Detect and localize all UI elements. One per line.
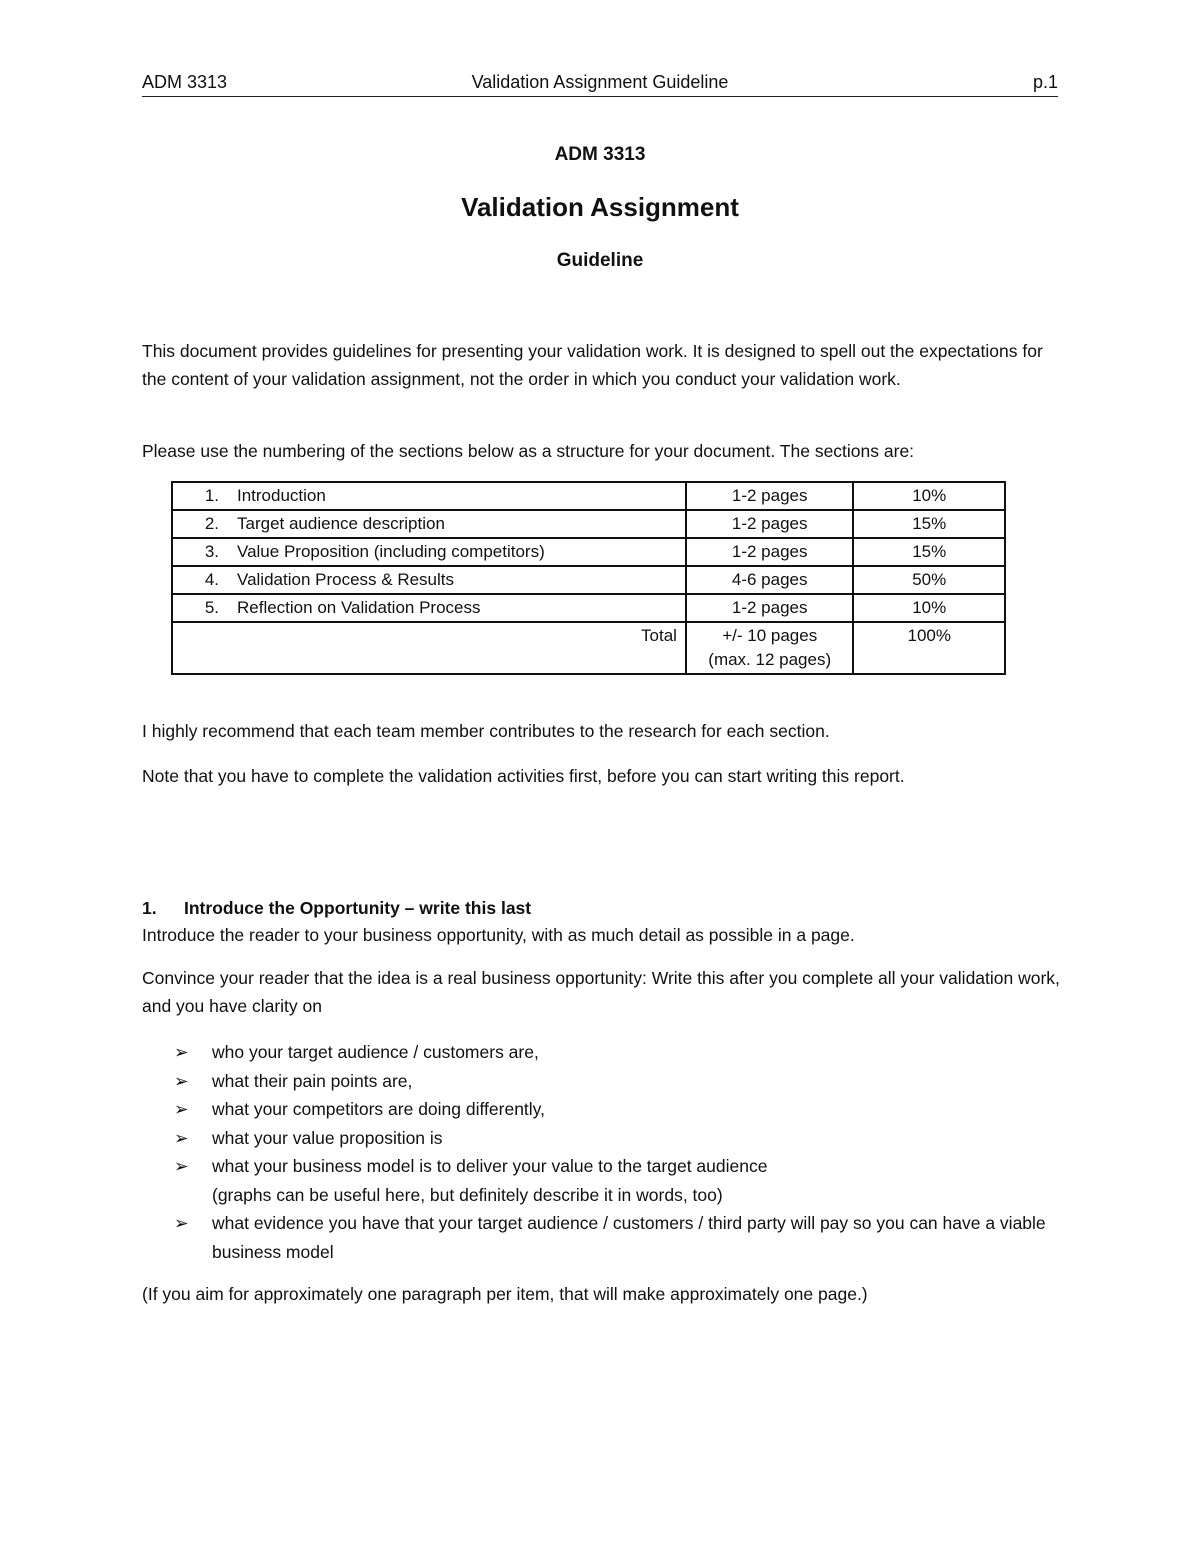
arrow-bullet-icon: ➢ <box>174 1070 189 1091</box>
header-page-number: p.1 <box>1032 72 1058 92</box>
section-name-cell <box>172 594 686 622</box>
section-name-cell <box>172 482 686 510</box>
intro-paragraph: This document provides guidelines for presenting your validation work. It is designed to spell out the expectations for the content of your validation assignment, not the order in which you conduct your validation work. <box>142 341 1043 389</box>
section-name: Value Proposition (including competitors) <box>237 542 545 561</box>
list-item <box>172 1124 1052 1153</box>
table-row <box>172 510 1005 538</box>
section-weight: 50% <box>853 566 1005 594</box>
list-item-text: what your value proposition is <box>212 1127 443 1148</box>
list-item <box>172 1038 1052 1067</box>
section-pages: 1-2 pages <box>686 538 854 566</box>
list-item-text: what evidence you have that your target audience / customers / third party will pay so you can have a viable business model <box>212 1213 1046 1262</box>
table-total-row <box>172 622 1005 674</box>
section-name: Target audience description <box>237 514 445 533</box>
document-subtitle: Guideline <box>556 250 644 271</box>
total-weight: 100% <box>853 622 1005 674</box>
arrow-bullet-icon: ➢ <box>174 1213 189 1233</box>
section-number: 3. <box>204 542 219 561</box>
section-weight: 15% <box>853 510 1005 538</box>
section-pages: 1-2 pages <box>686 482 854 510</box>
total-pages <box>686 622 854 674</box>
section-pages: 1-2 pages <box>686 510 854 538</box>
table-row <box>172 594 1005 622</box>
section1-heading <box>142 894 531 922</box>
section-pages: 1-2 pages <box>686 594 854 622</box>
document-title: Validation Assignment <box>461 192 739 222</box>
section-weight: 10% <box>853 594 1005 622</box>
section-name-cell <box>172 566 686 594</box>
section1-heading-text: Introduce the Opportunity – write this last <box>184 898 532 918</box>
section-weight: 10% <box>853 482 1005 510</box>
section1-number: 1. <box>142 898 157 918</box>
table-row <box>172 566 1005 594</box>
course-code: ADM 3313 <box>554 144 646 165</box>
list-item <box>172 1095 1052 1124</box>
section-name-cell <box>172 510 686 538</box>
total-pages-line1: +/- 10 pages <box>722 626 818 645</box>
list-item-continuation: (graphs can be useful here, but definitely describe it in words, too) <box>212 1184 723 1205</box>
arrow-bullet-icon: ➢ <box>174 1099 189 1119</box>
closing-paragraph: (If you aim for approximately one paragraph per item, that will make approximately one page.) <box>142 1284 868 1304</box>
list-item <box>172 1067 1052 1096</box>
structure-paragraph: Please use the numbering of the sections below as a structure for your document. The sections are: <box>142 441 915 461</box>
table-row <box>172 482 1005 510</box>
list-item-text: who your target audience / customers are, <box>212 1042 539 1062</box>
section-weight: 15% <box>853 538 1005 566</box>
section-number: 2. <box>204 514 219 533</box>
note-paragraph: Note that you have to complete the validation activities first, before you can start writing this report. <box>142 766 905 786</box>
section1-paragraph-2: Convince your reader that the idea is a real business opportunity: Write this after you complete all your validation work, and you have clarity on <box>142 968 1060 1016</box>
opportunity-checklist <box>172 1038 1052 1266</box>
arrow-bullet-icon: ➢ <box>174 1127 189 1148</box>
arrow-bullet-icon: ➢ <box>174 1156 189 1176</box>
section-name: Introduction <box>237 486 326 505</box>
section-name: Reflection on Validation Process <box>237 598 481 617</box>
header-document-title: Validation Assignment Guideline <box>471 72 729 92</box>
section1-paragraph-1: Introduce the reader to your business opportunity, with as much detail as possible in a page. <box>142 925 855 945</box>
list-item-text: what your competitors are doing differently, <box>212 1099 545 1119</box>
total-label: Total <box>172 622 686 674</box>
list-item <box>172 1209 1052 1266</box>
section-number: 1. <box>204 486 219 505</box>
section-number: 4. <box>204 570 219 589</box>
list-item <box>172 1152 1052 1209</box>
section-number: 5. <box>204 598 219 617</box>
arrow-bullet-icon: ➢ <box>174 1042 189 1062</box>
section-name-cell <box>172 538 686 566</box>
total-pages-line2: (max. 12 pages) <box>708 650 832 669</box>
section-name: Validation Process & Results <box>237 570 455 589</box>
page-header <box>142 72 1058 97</box>
section-pages: 4-6 pages <box>686 566 854 594</box>
list-item-text: what their pain points are, <box>212 1070 413 1091</box>
header-course-code: ADM 3313 <box>142 72 228 92</box>
list-item-text: what your business model is to deliver your value to the target audience <box>212 1156 768 1176</box>
sections-table <box>171 481 1006 675</box>
recommendation-paragraph: I highly recommend that each team member contributes to the research for each section. <box>142 721 830 741</box>
table-row <box>172 538 1005 566</box>
